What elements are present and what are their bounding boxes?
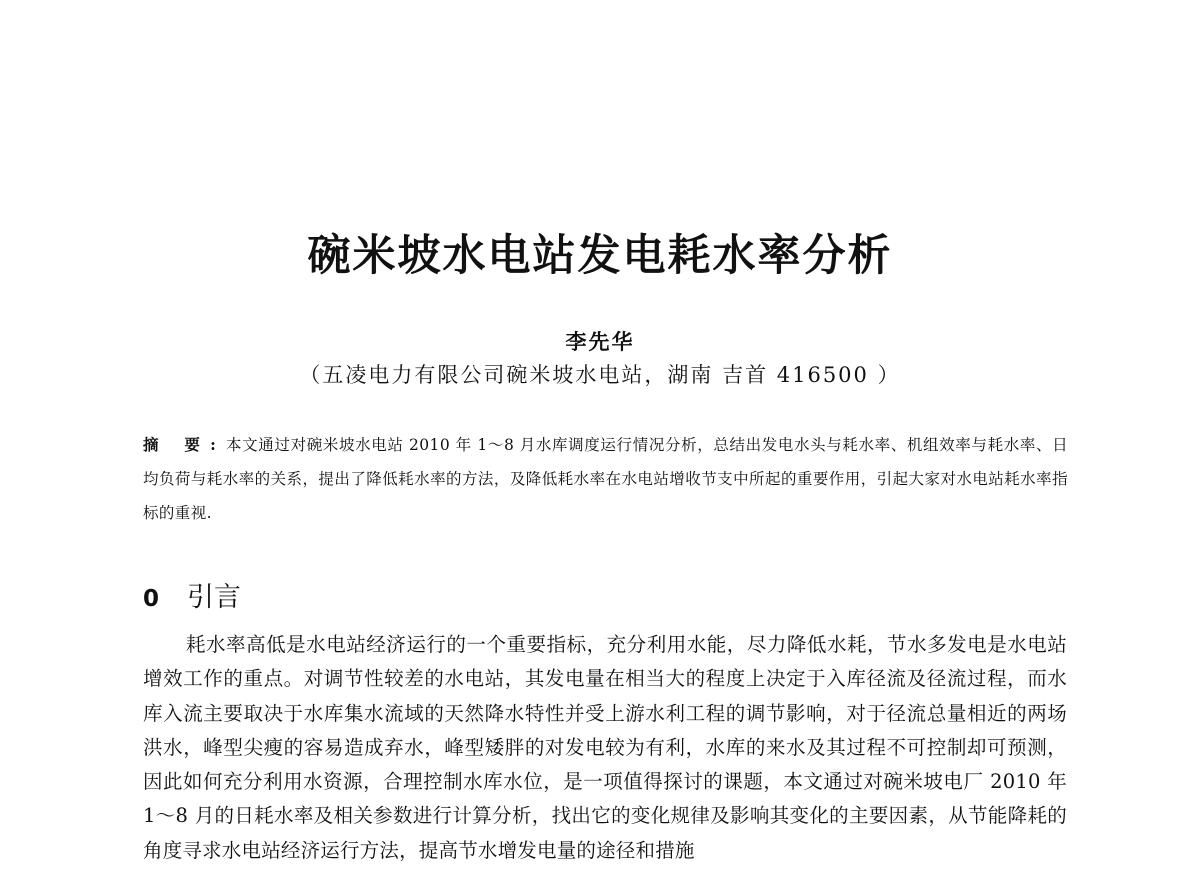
author-affiliation: （五凌电力有限公司碗米坡水电站，湖南 吉首 416500 ） <box>299 363 901 387</box>
body-paragraph: 耗水率高低是水电站经济运行的一个重要指标，充分利用水能，尽力降低水耗，节水多发电是水电站增效工作的重点。对调节性较差的水电站，其发电量在相当大的程度上决定于入库径流及径流过程，而水库入流主要取决于水库集水流域的天然降水特性并受上游水利工程的调节影响，对于径流总量相近的两场洪水，峰型尖瘦的容易造成弃水，峰型矮胖的对发电较为有利，水库的来水及其过程不可控制却可预测，因此如何充分利用水资源，合理控制水库水位，是一项值得探讨的课题，本文通过对碗米坡电厂 2010 年 1～8 月的日耗水率及相关参数进行计算分析，找出它的变化规律及影响其变化的主要因素，从节能降耗的角度寻求水电站经济运行方法，提高节水增发电量的途径和措施 <box>143 633 1067 862</box>
abstract-label: 摘 要: <box>143 435 226 454</box>
section-heading <box>143 578 241 619</box>
author-name: 李先华 <box>565 329 635 354</box>
abstract <box>143 428 1068 530</box>
paper-title: 碗米坡水电站发电耗水率分析 <box>307 231 893 281</box>
section-number: 0 <box>143 586 160 612</box>
abstract-text: 本文通过对碗米坡水电站 2010 年 1～8 月水库调度运行情况分析，总结出发电水头与耗水率、机组效率与耗水率、日均负荷与耗水率的关系，提出了降低耗水率的方法，及降低耗水率在水电站增收节支中所起的重要作用，引起大家对水电站耗水率指标的重视. <box>143 436 1068 522</box>
section-title: 引言 <box>187 582 241 613</box>
